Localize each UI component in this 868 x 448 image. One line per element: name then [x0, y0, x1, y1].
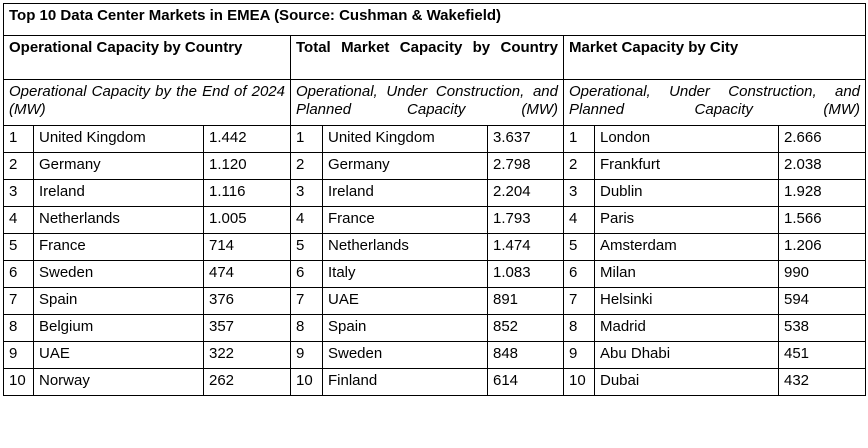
- name-cell: Germany: [34, 153, 204, 180]
- value-cell: 322: [204, 342, 291, 369]
- rank-cell: 5: [291, 234, 323, 261]
- table-row: [4, 288, 866, 315]
- name-cell: Frankfurt: [595, 153, 779, 180]
- subheading-operational-capacity: Operational Capacity by the End of 2024 (MW): [4, 80, 291, 126]
- table-row: [4, 315, 866, 342]
- rank-cell: 4: [564, 207, 595, 234]
- rank-cell: 8: [564, 315, 595, 342]
- table-title-row: [4, 4, 866, 36]
- value-cell: 2.798: [488, 153, 564, 180]
- value-cell: 990: [779, 261, 866, 288]
- table-row: [4, 153, 866, 180]
- value-cell: 2.666: [779, 126, 866, 153]
- table-row: [4, 261, 866, 288]
- name-cell: Belgium: [34, 315, 204, 342]
- value-cell: 594: [779, 288, 866, 315]
- value-cell: 891: [488, 288, 564, 315]
- name-cell: United Kingdom: [34, 126, 204, 153]
- name-cell: Ireland: [323, 180, 488, 207]
- value-cell: 1.566: [779, 207, 866, 234]
- rank-cell: 9: [291, 342, 323, 369]
- value-cell: 2.038: [779, 153, 866, 180]
- rank-cell: 2: [564, 153, 595, 180]
- name-cell: Abu Dhabi: [595, 342, 779, 369]
- rank-cell: 7: [4, 288, 34, 315]
- value-cell: 3.637: [488, 126, 564, 153]
- rank-cell: 7: [564, 288, 595, 315]
- table-row: [4, 369, 866, 396]
- rank-cell: 4: [291, 207, 323, 234]
- value-cell: 614: [488, 369, 564, 396]
- rank-cell: 1: [564, 126, 595, 153]
- rank-cell: 3: [564, 180, 595, 207]
- name-cell: Finland: [323, 369, 488, 396]
- value-cell: 1.083: [488, 261, 564, 288]
- value-cell: 714: [204, 234, 291, 261]
- rank-cell: 1: [4, 126, 34, 153]
- table-group-heading-row: [4, 36, 866, 80]
- name-cell: Germany: [323, 153, 488, 180]
- name-cell: Netherlands: [323, 234, 488, 261]
- value-cell: 1.474: [488, 234, 564, 261]
- name-cell: Sweden: [323, 342, 488, 369]
- table-row: [4, 126, 866, 153]
- name-cell: Norway: [34, 369, 204, 396]
- rank-cell: 9: [564, 342, 595, 369]
- name-cell: UAE: [34, 342, 204, 369]
- rank-cell: 1: [291, 126, 323, 153]
- table-subheading-row: [4, 80, 866, 126]
- rank-cell: 10: [291, 369, 323, 396]
- value-cell: 2.204: [488, 180, 564, 207]
- subheading-total-market-capacity: Operational, Under Construction, and Planned Capacity (MW): [291, 80, 564, 126]
- name-cell: Milan: [595, 261, 779, 288]
- value-cell: 1.116: [204, 180, 291, 207]
- name-cell: Ireland: [34, 180, 204, 207]
- value-cell: 538: [779, 315, 866, 342]
- name-cell: Madrid: [595, 315, 779, 342]
- table-row: [4, 342, 866, 369]
- rank-cell: 6: [291, 261, 323, 288]
- rank-cell: 2: [4, 153, 34, 180]
- value-cell: 474: [204, 261, 291, 288]
- rank-cell: 8: [4, 315, 34, 342]
- table-row: [4, 180, 866, 207]
- rank-cell: 10: [4, 369, 34, 396]
- name-cell: Helsinki: [595, 288, 779, 315]
- rank-cell: 5: [564, 234, 595, 261]
- name-cell: Sweden: [34, 261, 204, 288]
- table-row: [4, 234, 866, 261]
- subheading-market-capacity-city: Operational, Under Construction, and Planned Capacity (MW): [564, 80, 866, 126]
- rank-cell: 9: [4, 342, 34, 369]
- name-cell: Italy: [323, 261, 488, 288]
- name-cell: UAE: [323, 288, 488, 315]
- rank-cell: 6: [564, 261, 595, 288]
- name-cell: Spain: [323, 315, 488, 342]
- rank-cell: 6: [4, 261, 34, 288]
- value-cell: 262: [204, 369, 291, 396]
- rank-cell: 10: [564, 369, 595, 396]
- rank-cell: 3: [4, 180, 34, 207]
- value-cell: 1.206: [779, 234, 866, 261]
- name-cell: Dublin: [595, 180, 779, 207]
- rank-cell: 3: [291, 180, 323, 207]
- value-cell: 1.005: [204, 207, 291, 234]
- value-cell: 357: [204, 315, 291, 342]
- group-heading-operational-capacity-by-country: Operational Capacity by Country: [4, 36, 291, 80]
- rank-cell: 2: [291, 153, 323, 180]
- name-cell: Netherlands: [34, 207, 204, 234]
- name-cell: Spain: [34, 288, 204, 315]
- value-cell: 432: [779, 369, 866, 396]
- rank-cell: 7: [291, 288, 323, 315]
- value-cell: 852: [488, 315, 564, 342]
- name-cell: Dubai: [595, 369, 779, 396]
- rank-cell: 5: [4, 234, 34, 261]
- name-cell: London: [595, 126, 779, 153]
- name-cell: Paris: [595, 207, 779, 234]
- table-row: [4, 207, 866, 234]
- value-cell: 451: [779, 342, 866, 369]
- name-cell: Amsterdam: [595, 234, 779, 261]
- value-cell: 848: [488, 342, 564, 369]
- name-cell: France: [34, 234, 204, 261]
- page-title: Top 10 Data Center Markets in EMEA (Source: Cushman & Wakefield): [4, 4, 866, 36]
- name-cell: United Kingdom: [323, 126, 488, 153]
- group-heading-market-capacity-by-city: Market Capacity by City: [564, 36, 866, 80]
- rank-cell: 8: [291, 315, 323, 342]
- rank-cell: 4: [4, 207, 34, 234]
- value-cell: 1.120: [204, 153, 291, 180]
- value-cell: 1.442: [204, 126, 291, 153]
- value-cell: 376: [204, 288, 291, 315]
- data-center-markets-table: [3, 3, 866, 396]
- name-cell: France: [323, 207, 488, 234]
- value-cell: 1.793: [488, 207, 564, 234]
- group-heading-total-market-capacity-by-country: Total Market Capacity by Country: [291, 36, 564, 80]
- value-cell: 1.928: [779, 180, 866, 207]
